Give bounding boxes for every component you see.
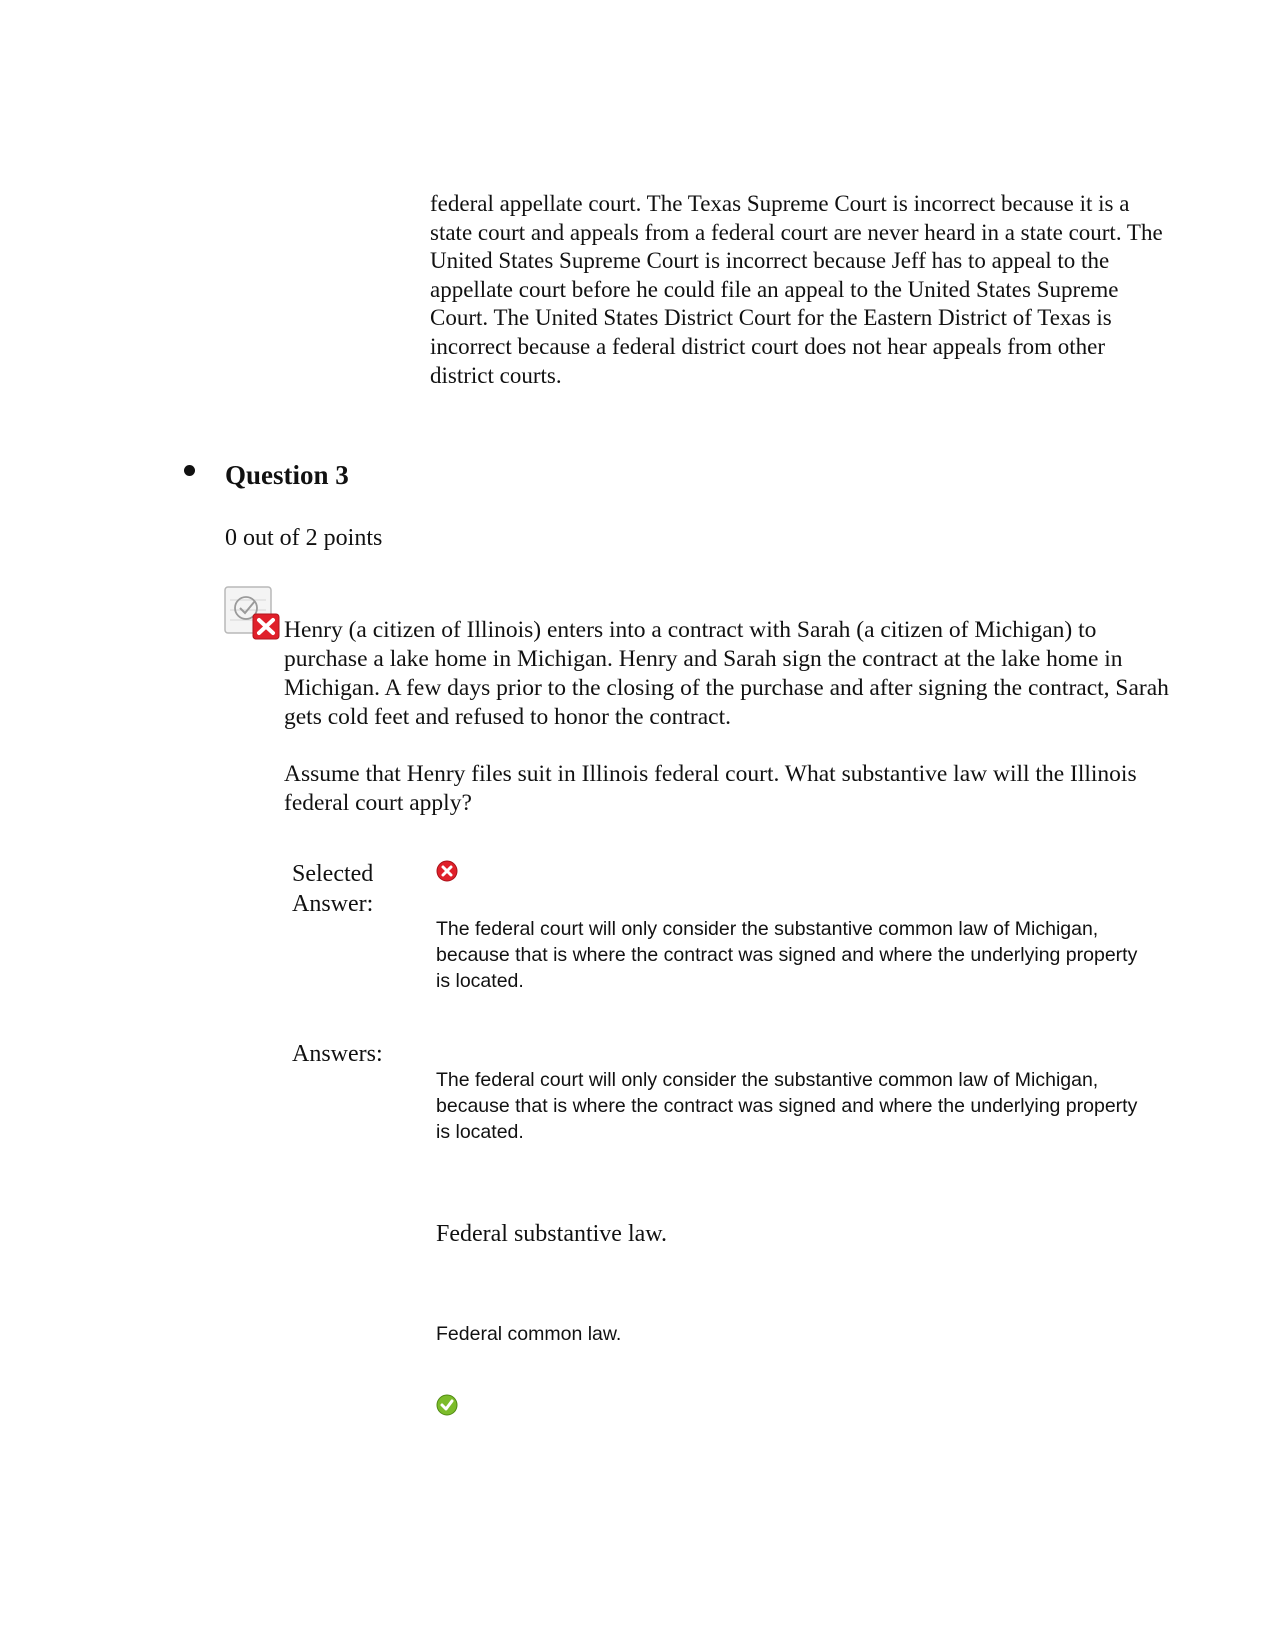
answer-option: Federal common law.: [436, 1323, 622, 1345]
answer-option: The federal court will only consider the substantive common law of Michigan, because that is where the contract was signed and where the underlying property is located.: [436, 1069, 1138, 1143]
question-points: 0 out of 2 points: [225, 525, 383, 551]
question-paragraph: Assume that Henry files suit in Illinois federal court. What substantive law will the Illinois federal court apply?: [284, 761, 1137, 816]
incorrect-question-icon: [224, 586, 280, 640]
selected-answer-label: Selected Answer:: [292, 861, 374, 917]
answer-option: Federal substantive law.: [436, 1221, 668, 1247]
answers-label: Answers:: [292, 1041, 383, 1067]
question-text: [284, 616, 1174, 818]
incorrect-icon: [436, 860, 458, 882]
previous-question-feedback: federal appellate court. The Texas Supreme Court is incorrect because it is a state court and appeals from a federal court are never heard in a state court. The United States Supreme Court is incorrect because Jeff has to appeal to the appellate court before he could file an appeal to the United States Supreme Court. The United States District Court for the Eastern District of Texas is incorrect because a federal district court does not hear appeals from other district courts.: [430, 191, 1163, 388]
list-bullet: [184, 465, 195, 476]
selected-answer-text: The federal court will only consider the substantive common law of Michigan, because that is where the contract was signed and where the underlying property is located.: [436, 918, 1138, 992]
question-title: Question 3: [225, 460, 349, 490]
question-paragraph: Henry (a citizen of Illinois) enters into a contract with Sarah (a citizen of Michigan) to purchase a lake home in Michigan. Henry and Sarah sign the contract at the lake home in Michigan. A few days prior to the closing of the purchase and after signing the contract, Sarah gets cold feet and refused to honor the contract.: [284, 617, 1169, 730]
correct-icon: [436, 1394, 458, 1416]
